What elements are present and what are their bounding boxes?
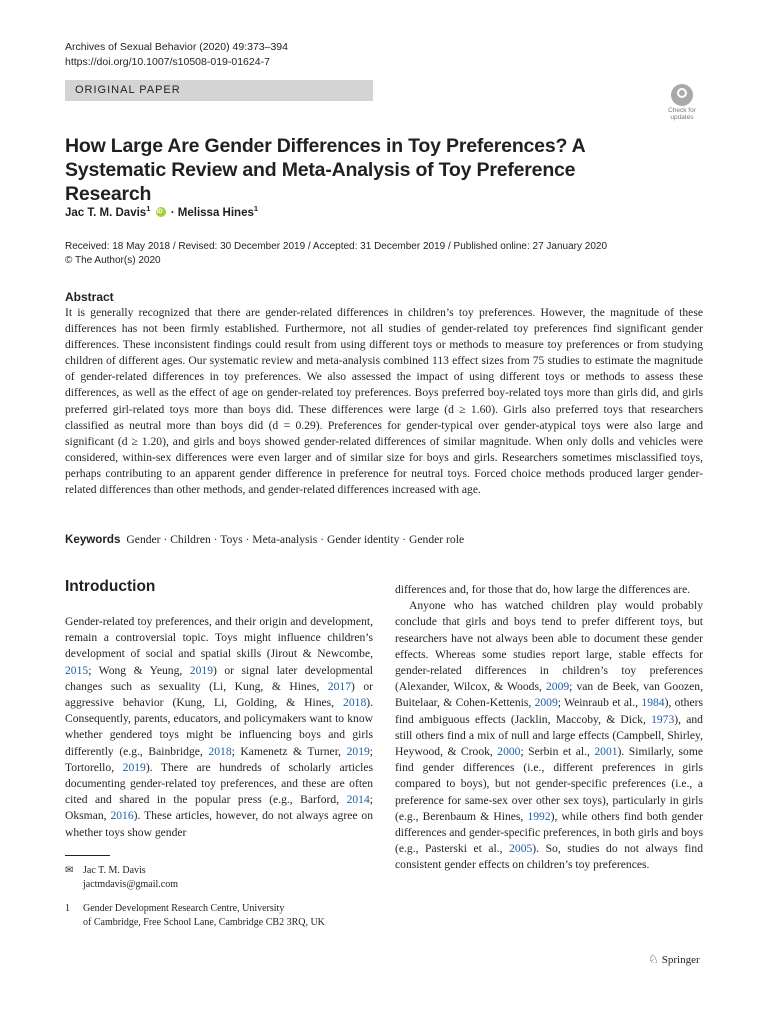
paper-title: How Large Are Gender Differences in Toy Preferences? A Systematic Review and Meta-Analysis of Toy Preference Research — [65, 135, 585, 205]
paragraph: differences and, for those that do, how large the differences are. — [395, 583, 691, 596]
citation-link[interactable]: 2000 — [497, 745, 521, 759]
citation-link[interactable]: 2018 — [343, 696, 367, 710]
section-heading-introduction: Introduction — [65, 578, 156, 595]
citation-link[interactable]: 1973 — [651, 712, 675, 726]
crossmark-label-2: updates — [670, 114, 694, 121]
citation-link[interactable]: 2001 — [594, 745, 618, 759]
affiliation-line: Gender Development Research Centre, University — [83, 903, 285, 914]
contact-name: Jac T. M. Davis — [83, 865, 146, 876]
author-name[interactable]: Melissa Hines — [177, 206, 254, 219]
crossmark-icon — [671, 84, 693, 106]
keywords-label: Keywords — [65, 533, 121, 546]
affiliation-mark: 1 — [65, 903, 70, 914]
springer-horse-icon: ♘ — [648, 952, 659, 966]
citation-link[interactable]: 2019 — [189, 663, 213, 677]
publisher-logo — [648, 952, 700, 967]
citation-link[interactable]: 2014 — [346, 793, 370, 807]
citation-link[interactable]: 2005 — [509, 842, 533, 856]
author-affiliation-mark: 1 — [253, 204, 259, 213]
orcid-icon[interactable] — [156, 207, 166, 217]
publisher-name: Springer — [661, 954, 700, 966]
article-type-badge: ORIGINAL PAPER — [65, 80, 373, 101]
citation-link[interactable]: 1992 — [527, 809, 551, 823]
keywords-list: Gender · Children · Toys · Meta-analysis · Gender identity · Gender role — [126, 533, 465, 546]
affiliation-footnote — [65, 902, 325, 929]
history-dates: Received: 18 May 2018 / Revised: 30 December 2019 / Accepted: 31 December 2019 / Published online: 27 January 2020 — [65, 241, 608, 252]
paragraph: Gender-related toy preferences, and their origin and development, remain a controversial topic. Toys might influence children’s development of social and spatial skills (Jirout & Newcombe, 2015; Wong & Yeung, 2019) or signal later developmental changes such as sexuality (Li, Kung, & Hines, 2017) or aggressive behavior (Kung, Li, Golding, & Hines, 2018). Consequently, parents, educators, and policymakers want to know whether gendered toys might be influencing boys and girls differently (e.g., Bainbridge, 2018; Kamenetz & Turner, 2019; Tortorello, 2019). There are hundreds of scholarly articles documenting gender-related toy preferences, and these are often cited and shared in the popular press (e.g., Barford, 2014; Oksman, 2016). These articles, however, do not always agree on whether toys show gender — [65, 615, 374, 839]
citation-link[interactable]: 2009 — [545, 680, 570, 694]
contact-email[interactable]: jactmdavis@gmail.com — [83, 878, 179, 890]
citation-link[interactable]: 2017 — [327, 679, 351, 693]
envelope-icon: ✉ — [65, 865, 74, 876]
citation-link[interactable]: 1984 — [641, 696, 665, 710]
corresponding-author-footnote — [65, 864, 178, 891]
publication-dates — [65, 240, 607, 268]
crossmark-label-1: Check for — [668, 107, 696, 114]
paragraph: Anyone who has watched children play would probably conclude that girls and boys tend to prefer different toys, but researchers have not always been able to document these gender effects. Whereas some studies report large, stable effects for gender-related differences in children’s toy preferences (Alexander, Wilcox, & Woods, 2009; van de Beek, van Goozen, Buitelaar, & Cohen-Kettenis, 2009; Weinraub et al., 1984), others find ambiguous effects (Jacklin, Maccoby, & Dick, 1973), and still others find a mix of null and large effects (Campbell, Shirley, Heywood, & Crook, 2000; Serbin et al., 2001). Similarly, some find gender differences (i.e., different preferences in girls compared to boys), but not gender-specific preferences (i.e., a preference for same-sex over other sex toys), particularly in girls (e.g., Berenbaum & Hines, 1992), while others find both gender differences and gender-specific preferences, in both girls and boys (e.g., Pasterski et al., 2005). So, studies do not always find consistent gender effects on children’s toy preferences. — [395, 599, 704, 872]
citation-link[interactable]: 2009 — [534, 696, 558, 710]
author-separator: · — [167, 206, 178, 219]
abstract-heading: Abstract — [65, 290, 114, 304]
journal-header — [65, 40, 288, 70]
citation-link[interactable]: 2015 — [65, 663, 89, 677]
author-name[interactable]: Jac T. M. Davis — [65, 206, 147, 219]
journal-citation: Archives of Sexual Behavior (2020) 49:373–394 — [65, 41, 288, 53]
check-for-updates-badge[interactable] — [662, 84, 702, 124]
citation-link[interactable]: 2019 — [122, 760, 146, 774]
body-column-right — [395, 582, 703, 874]
citation-link[interactable]: 2019 — [346, 744, 370, 758]
citation-link[interactable]: 2018 — [208, 744, 232, 758]
footnote-divider — [65, 855, 110, 856]
copyright: © The Author(s) 2020 — [65, 255, 161, 266]
body-column-left — [65, 614, 373, 841]
author-list — [65, 204, 258, 219]
citation-link[interactable]: 2016 — [110, 809, 134, 823]
affiliation-line: of Cambridge, Free School Lane, Cambridge CB2 3RQ, UK — [83, 916, 325, 928]
author-affiliation-mark: 1 — [146, 204, 151, 213]
abstract-text: It is generally recognized that there are gender-related differences in children’s toy preferences. However, the magnitude of these differences has not been firmly established. Furthermore, not all studies of gender-related toy preferences find significant gender differences. These inconsistent findings could result from using different toys or methods to measure toy preferences or from studying children of different ages. Our systematic review and meta-analysis combined 113 effect sizes from 75 studies to estimate the magnitude of gender-related differences in toy preferences. We also assessed the impact of using different toys or methods to assess these differences, as well as the effect of age on gender-related toy preferences. Boys preferred boy-related toys more than girls did, and girls preferred girl-related toys more than boys did. These differences were large (d ≥ 1.60). Girls also preferred toys that researchers classified as neutral more than boys did (d = 0.29). Preferences for gender-typical over gender-atypical toys were also large and significant (d ≥ 1.20), and girls and boys showed gender-related differences of similar magnitude. When only dolls and vehicles were considered, within-sex differences were even larger and of similar size for boys and girls. Researchers sometimes misclassified toys, perhaps contributing to an apparent gender difference in preference for neutral toys. Forced choice methods produced larger gender-related differences than other methods, and gender-related differences increased with age. — [65, 306, 703, 497]
doi-link[interactable]: https://doi.org/10.1007/s10508-019-01624-7 — [65, 56, 270, 68]
keywords — [65, 533, 464, 546]
